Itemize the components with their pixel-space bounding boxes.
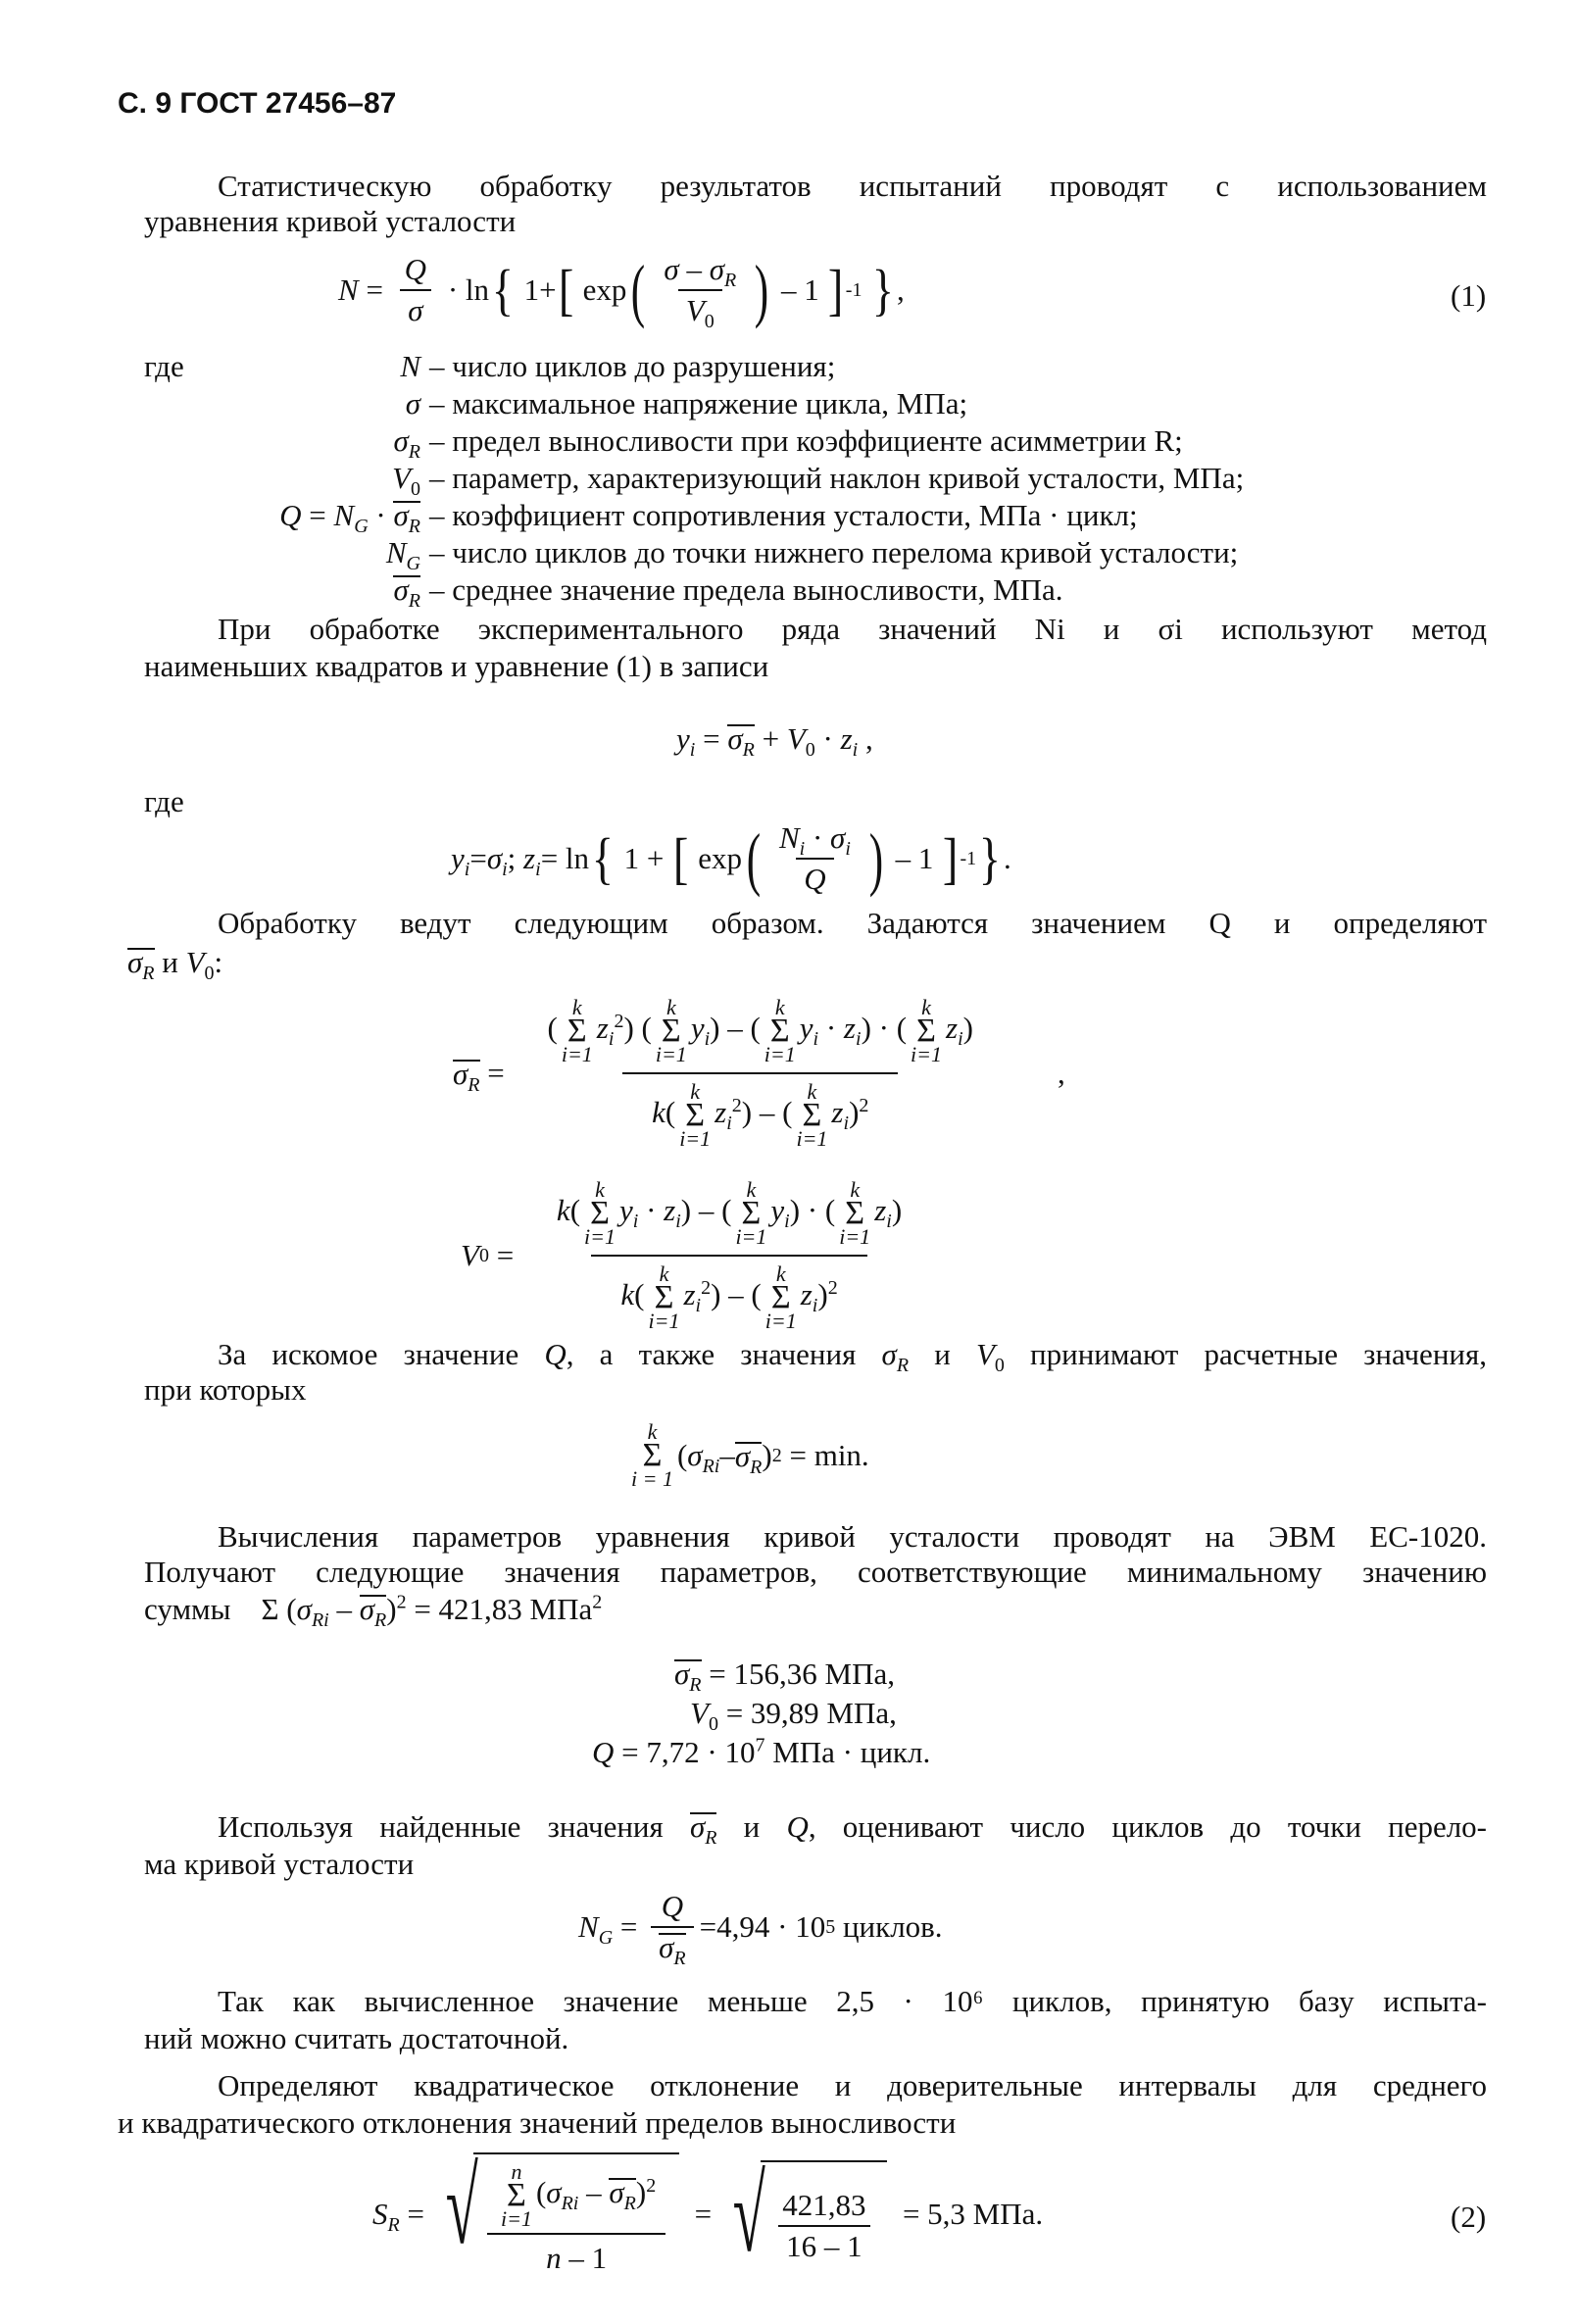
equation-2-number: (2) (1451, 2200, 1487, 2234)
equation-1-number: (1) (1451, 278, 1487, 313)
para5-line-1: Вычисления параметров уравнения кривой усталости проводят на ЭВМ ЕС-1020. (218, 1519, 1487, 1554)
def-text-Q: – коэффициент сопротивления усталости, МПа · цикл; (429, 498, 1138, 532)
para7-line-1: Так как вычисленное значение меньше 2,5 · 10⁶ циклов, принятую базу испыта- (218, 1984, 1487, 2018)
def-text-sigma: – максимальное напряжение цикла, МПа; (429, 386, 968, 420)
result-Q-exp: 7 (755, 1734, 765, 1756)
eq2-den-value: 16 – 1 (778, 2225, 870, 2264)
result-Q-value: 7,72 · 10 (646, 1735, 756, 1769)
equation-1: N = $\frac{Q}{\sigma}$ · ln { 1+ [ exp ( $\frac{\sigma - \sigma_R}{V_0}$ ) – 1 ] -1 } , (338, 251, 905, 333)
equation-2: $S_R$ = √ n Σ i=1 $(\sigma_{Ri} - \sigma_R)^2$ n – 1 = √ $\frac{421,83}{16 - 1}$ = 5,3 МПа. (372, 2147, 1044, 2275)
NG-value: 4,94 · 10 (716, 1909, 826, 1944)
eq2-result: = 5,3 МПа. (902, 2197, 1044, 2231)
def-text-sigmaR-mean: – среднее значение предела выносливости, МПа. (429, 572, 1063, 607)
min-rhs: min. (813, 1438, 869, 1472)
result-V0: $V_0 = 39,89$ МПа, (690, 1696, 897, 1736)
intro-line-2: уравнения кривой усталости (144, 204, 517, 238)
result-sigmaR: $\sigma_R = 156,36$ МПа, (674, 1656, 895, 1697)
para7-line-2: ний можно считать достаточной. (144, 2021, 569, 2055)
page-header: С. 9 ГОСТ 27456–87 (118, 87, 397, 120)
def-symbol-sigmaR: $\sigma_R$ (393, 423, 420, 464)
result-V0-value: 39,89 МПа, (750, 1696, 897, 1730)
def-symbol-NG: $N_G$ (385, 535, 420, 575)
def-symbol-V0: $V_0$ (392, 461, 420, 501)
NG-unit: циклов. (842, 1909, 943, 1944)
equation-min: k Σ i = 1 ( $\sigma_{Ri}$ – $\sigma_R$ ) 2 = min. (631, 1419, 869, 1491)
para3-line-2: $\sigma_R$ и $V_0$: (127, 945, 223, 985)
para8-line-2: и квадратического отклонения значений пределов выносливости (118, 2105, 957, 2140)
def-symbol-sigmaR-mean: $\sigma_R$ (393, 572, 420, 613)
equation-V0: V 0 = k( k Σ i=1 $y_i \cdot z_i$) – ( k Σ i=1 $y_i$) · ( k Σ i=1 $z_i$) k( k Σ i=1 $z_i^2$) – ( k Σ i=1 $z_i)^2$ (461, 1177, 903, 1333)
intro-line-1: Статистическую обработку результатов испытаний проводят с использованием (218, 169, 1487, 203)
para5-line-3-prefix: суммы (144, 1592, 231, 1626)
def-text-NG: – число циклов до точки нижнего перелома кривой усталости; (429, 535, 1239, 569)
def-symbol-Q: $Q = N_G \cdot \sigma_R$ (279, 498, 420, 538)
para4-line-2: при которых (144, 1372, 307, 1407)
sum-value: 421,83 МПа (438, 1592, 593, 1626)
where-label-2: где (144, 784, 184, 818)
para3-line-1: Обработку ведут следующим образом. Задаются значением Q и определяют (218, 906, 1487, 940)
para2-line-2: наименьших квадратов и уравнение (1) в записи (144, 649, 769, 683)
equation-sigmaR-mean: $\sigma_R$ = ( k Σ i=1 $z_i^2$) ( k Σ i=1 $y_i$) – ( k Σ i=1 $y_i \cdot z_i$) · ( k Σ i=1 $z_i$) k( k Σ i=1 $z_i^2$) – ( k Σ i=1 $z_i)^2$ , (453, 995, 1065, 1151)
eq2-num-value: 421,83 (782, 2188, 866, 2222)
result-sigmaR-value: 156,36 МПа, (733, 1656, 895, 1691)
para8-line-1: Определяют квадратическое отклонение и доверительные интервалы для среднего (218, 2068, 1487, 2102)
equation-NG: $N_G$ = $\frac{Q}{\sigma_R}$ = 4,94 · 10 5 циклов. (578, 1889, 943, 1970)
equation-linear: $y_i = \sigma_R + V_0 \cdot z_i$ , (676, 721, 873, 762)
para4-line-1: За искомое значение Q, а также значения $\sigma_R$ и $V_0$ принимают расчетные значения, (218, 1337, 1488, 1377)
para5-line-3: суммы Σ $(\sigma_{Ri} - \sigma_R)^2 = 421,83$ МПа$^2$ (144, 1591, 603, 1632)
def-text-V0: – параметр, характеризующий наклон кривой усталости, МПа; (429, 461, 1245, 495)
def-text-sigmaR: – предел выносливости при коэффициенте асимметрии R; (429, 423, 1183, 458)
where-label: где (144, 349, 184, 383)
para6-line-2: ма кривой усталости (144, 1847, 415, 1881)
result-Q-unit: МПа · цикл. (772, 1735, 931, 1769)
para2-line-1: При обработке экспериментального ряда значений Ni и σi используют метод (218, 612, 1487, 646)
equation-yz: $y_i$ = $\sigma_i$ ; $z_i$ = ln { 1 + [ exp ( $\frac{N_i \cdot \sigma_i}{Q}$ ) – 1 ] -1 } . (451, 819, 1011, 898)
def-text-N: – число циклов до разрушения; (429, 349, 836, 383)
def-symbol-N: N (400, 349, 420, 383)
para6-line-1: Используя найденные значения $\sigma_R$ и Q, оценивают число циклов до точки перело- (218, 1809, 1488, 1850)
result-Q: $Q = 7,72 \cdot 10^7$ МПа · цикл. (592, 1734, 931, 1769)
def-symbol-sigma: σ (405, 386, 420, 420)
para5-line-2: Получают следующие значения параметров, соответствующие минимальному значению (144, 1555, 1487, 1589)
